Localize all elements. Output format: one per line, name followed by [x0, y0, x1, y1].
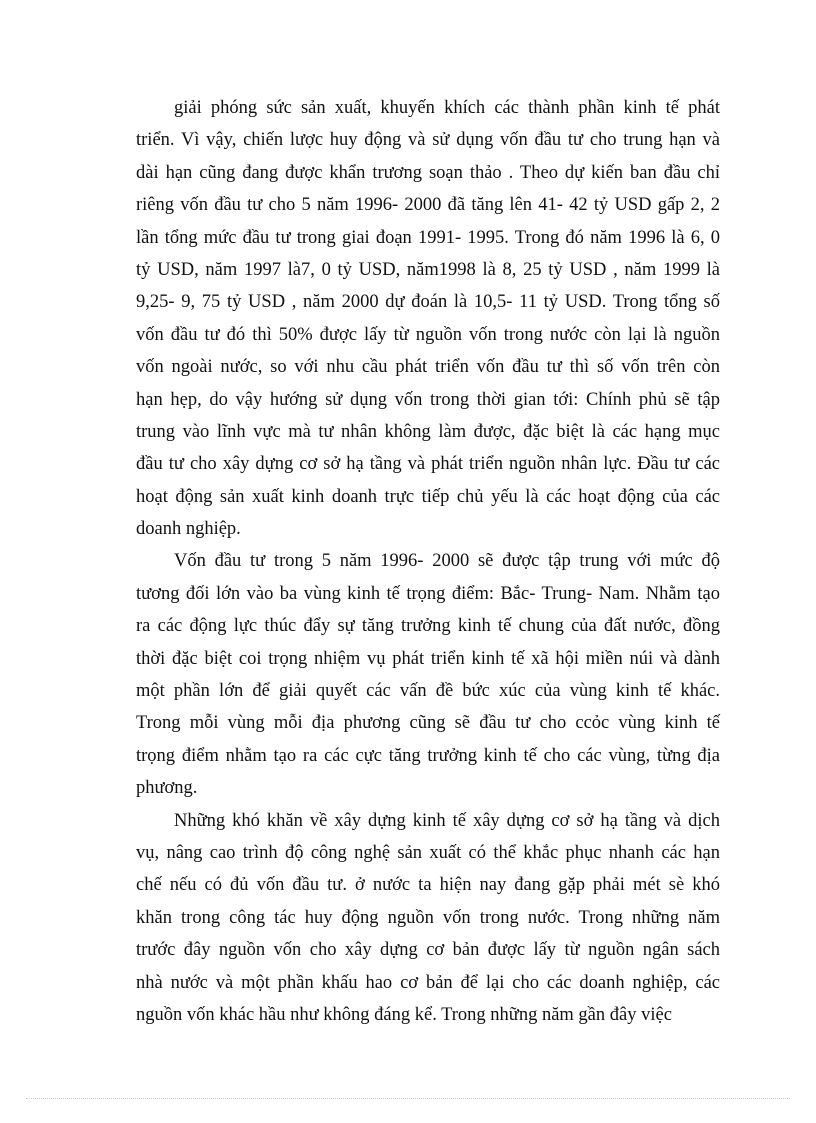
text-line: lần tổng mức đầu tư trong giai đoạn 1991- 1995. Trong đó năm 1996 là 6, 0	[136, 227, 720, 248]
text-line: riêng vốn đầu tư cho 5 năm 1996- 2000 đã tăng lên 41- 42 tỷ USD gấp 2, 2	[136, 195, 720, 216]
text-line: khăn trong công tác huy động nguồn vốn trong nước. Trong những năm	[136, 907, 720, 928]
text-line: thời đặc biệt coi trọng nhiệm vụ phát triển kinh tế xã hội miền núi và dành	[136, 648, 720, 669]
text-line: tương đối lớn vào ba vùng kinh tế trọng điểm: Bắc- Trung- Nam. Nhằm tạo	[136, 583, 720, 604]
text-line: nguồn vốn khác hầu như không đáng kể. Trong những năm gần đây việc	[136, 1004, 672, 1025]
text-line: hoạt động sản xuất kinh doanh trực tiếp chủ yếu là các hoạt động của các	[136, 486, 720, 507]
text-line: phương.	[136, 778, 198, 799]
text-line: trung vào lĩnh vực mà tư nhân không làm được, đặc biệt là các hạng mục	[136, 421, 720, 442]
text-line: dài hạn cũng đang được khẩn trương soạn thảo . Theo dự kiến ban đầu chỉ	[136, 162, 720, 183]
text-line: trước đây nguồn vốn cho xây dựng cơ bản được lấy từ nguồn ngân sách	[136, 940, 720, 961]
text-line: vụ, nâng cao trình độ công nghệ sản xuất có thể khắc phục nhanh các hạn	[136, 842, 720, 863]
paragraph-3	[136, 805, 720, 1032]
page-bottom-divider	[26, 1098, 790, 1099]
text-line: ra các động lực thúc đẩy sự tăng trưởng kinh tế chung của đất nước, đồng	[136, 616, 720, 637]
paragraph-2	[136, 545, 720, 804]
document-body	[136, 92, 720, 1031]
text-line: chế nếu có đủ vốn đầu tư. ở nước ta hiện nay đang gặp phải mét sè khó	[136, 875, 720, 896]
text-line: Trong mỗi vùng mỗi địa phương cũng sẽ đầu tư cho ccỏc vùng kinh tế	[136, 713, 720, 734]
text-line: vốn đầu tư đó thì 50% được lấy từ nguồn vốn trong nước còn lại là nguồn	[136, 324, 720, 345]
text-line: đầu tư cho xây dựng cơ sở hạ tầng và phát triển nguồn nhân lực. Đầu tư các	[136, 454, 720, 475]
text-line: trọng điểm nhằm tạo ra các cực tăng trưởng kinh tế cho các vùng, từng địa	[136, 745, 720, 766]
text-line: một phần lớn để giải quyết các vấn đề bức xúc của vùng kinh tế khác.	[136, 681, 720, 702]
text-line: giải phóng sức sản xuất, khuyến khích các thành phần kinh tế phát	[174, 98, 720, 118]
text-line: hạn hẹp, do vậy hướng sử dụng vốn trong thời gian tới: Chính phủ sẽ tập	[136, 389, 720, 410]
text-line: 9,25- 9, 75 tỷ USD , năm 2000 dự đoán là 10,5- 11 tỷ USD. Trong tổng số	[136, 292, 720, 313]
text-line: nhà nước và một phần khấu hao cơ bản để lại cho các doanh nghiệp, các	[136, 972, 720, 993]
paragraph-1	[136, 92, 720, 545]
text-line: vốn ngoài nước, so với nhu cầu phát triển vốn đầu tư thì số vốn trên còn	[136, 357, 720, 378]
text-line: Vốn đầu tư trong 5 năm 1996- 2000 sẽ được tập trung với mức độ	[174, 551, 720, 572]
text-line: triển. Vì vậy, chiến lược huy động và sử dụng vốn đầu tư cho trung hạn và	[136, 130, 720, 151]
text-line: Những khó khăn về xây dựng kinh tế xây dựng cơ sở hạ tầng và dịch	[174, 810, 720, 831]
text-line: doanh nghiệp.	[136, 519, 241, 540]
text-line: tỷ USD, năm 1997 là7, 0 tỷ USD, năm1998 là 8, 25 tỷ USD , năm 1999 là	[136, 259, 720, 280]
